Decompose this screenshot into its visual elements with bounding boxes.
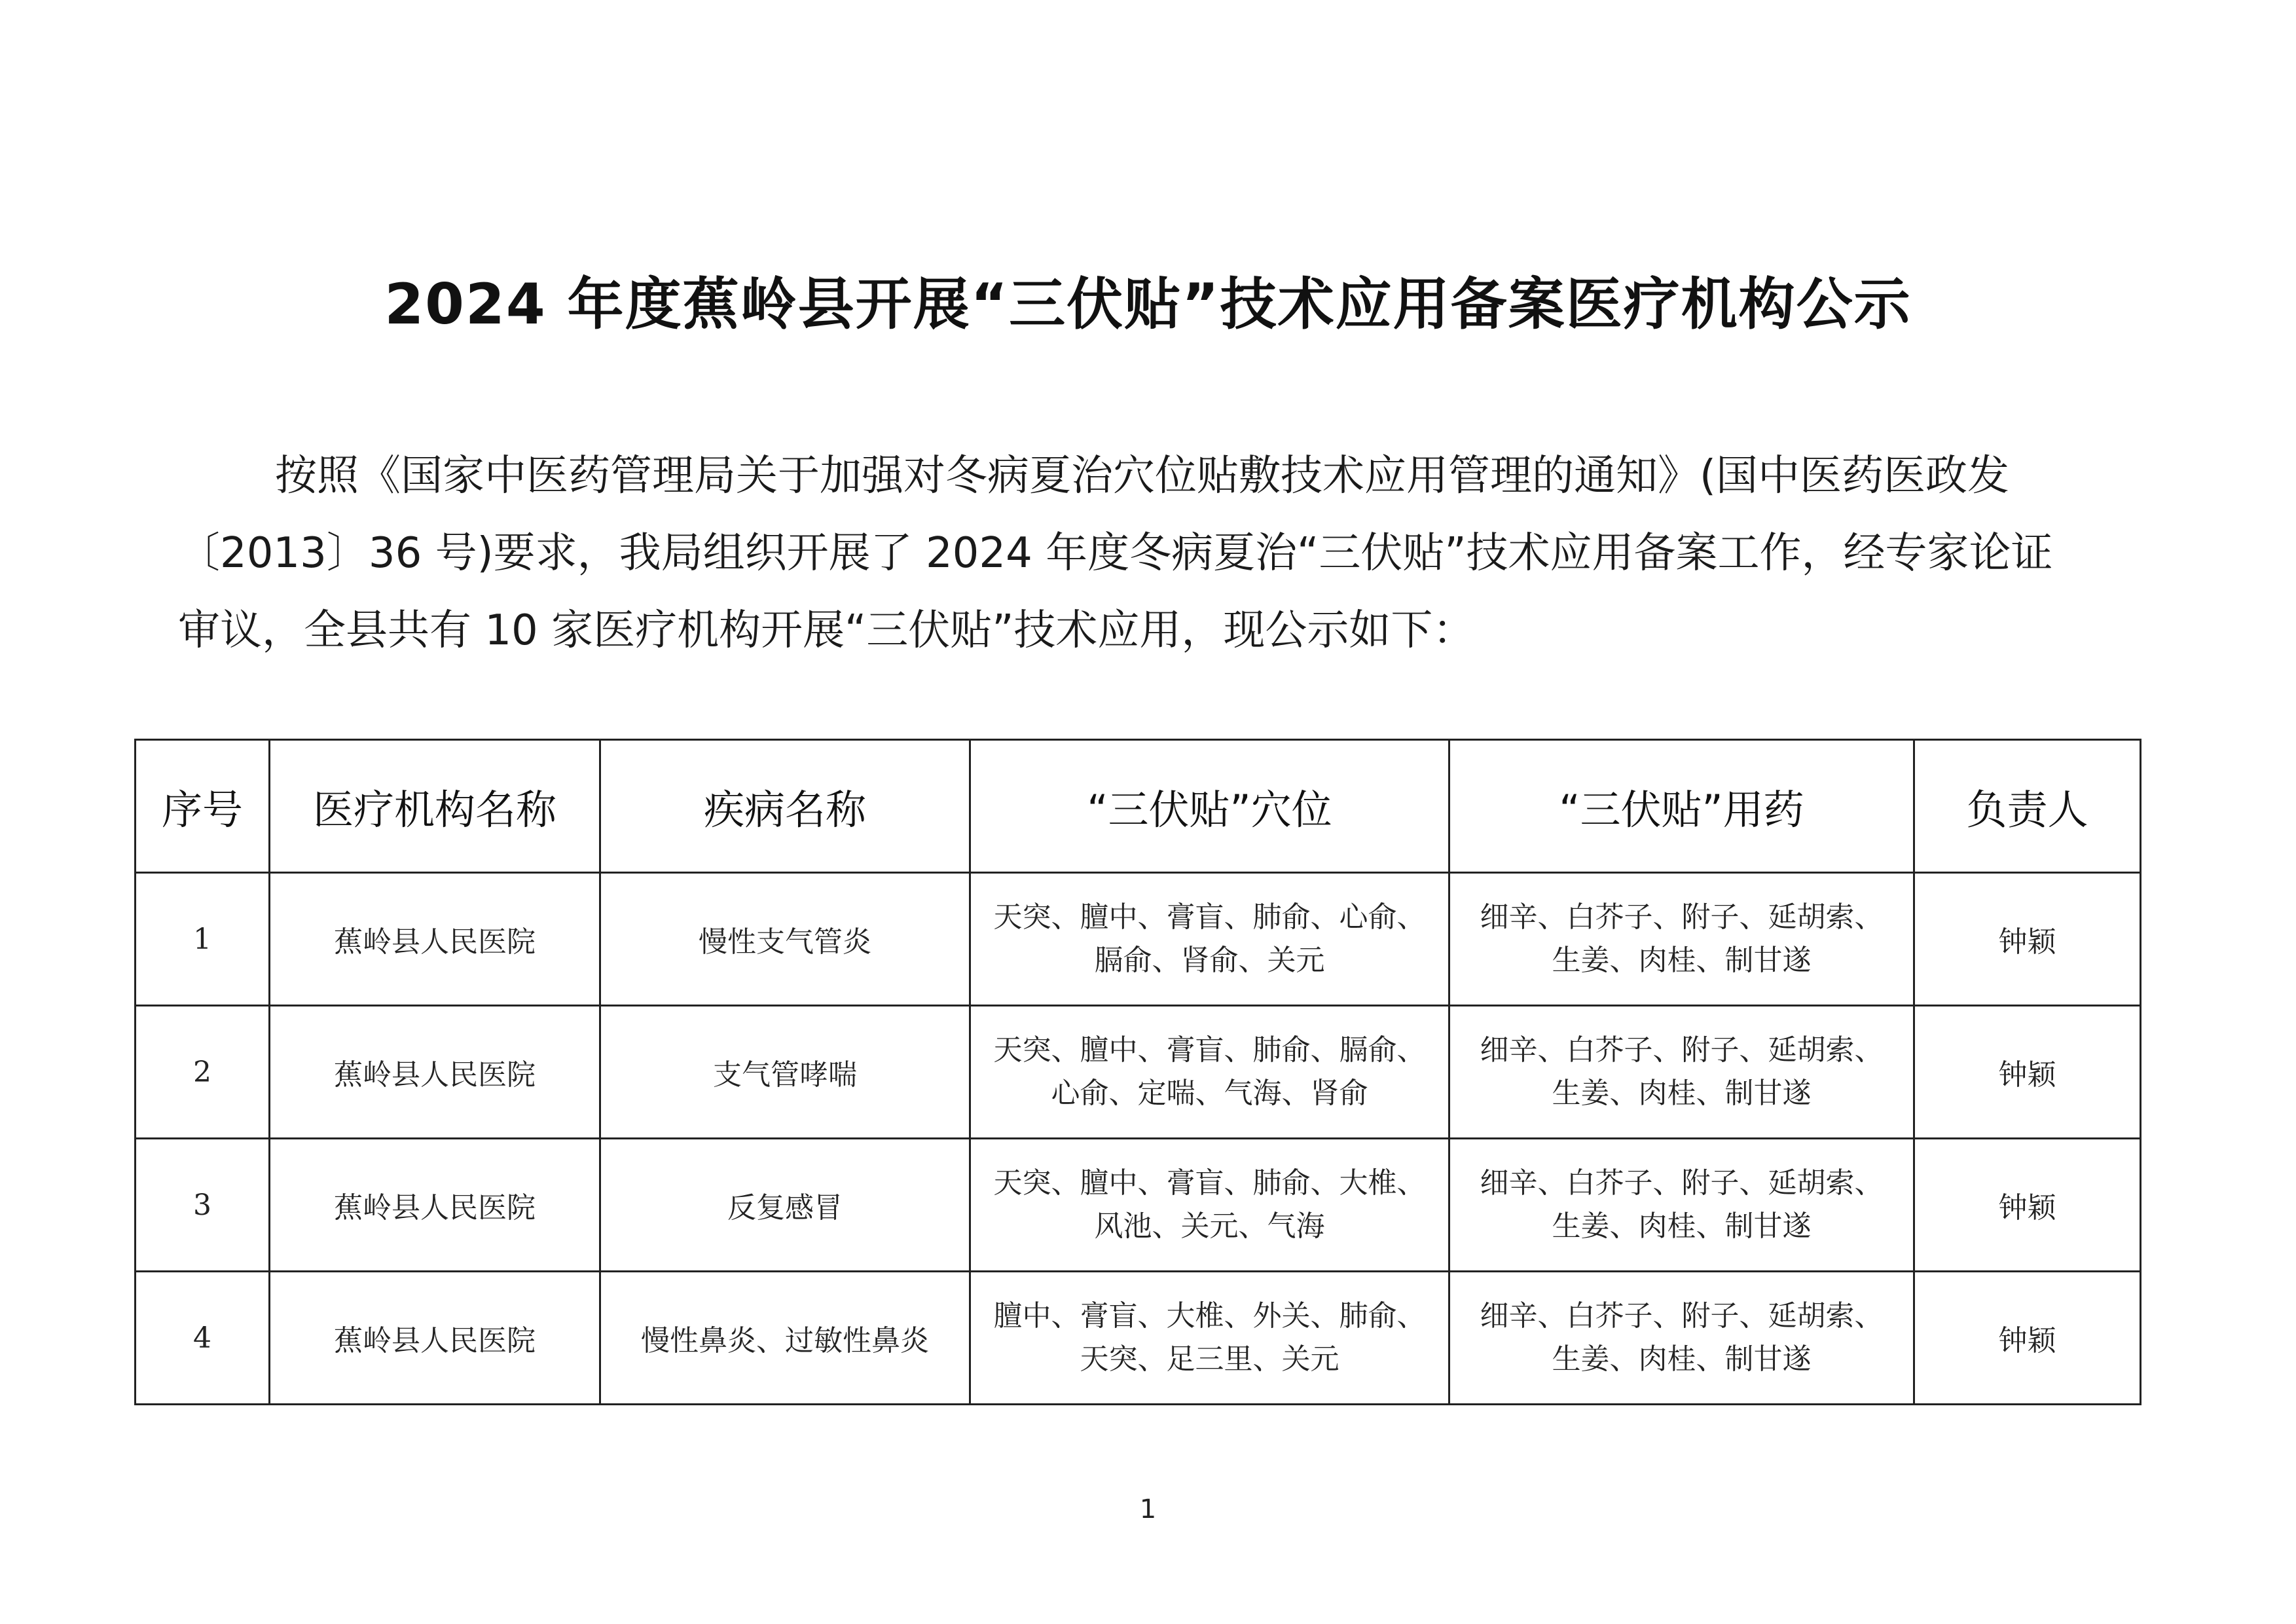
cell-person: 钟颖 <box>1914 1139 2141 1272</box>
medicine-line-2: 生姜、肉桂、制甘遂 <box>1552 1342 1812 1376</box>
cell-disease: 反复感冒 <box>600 1139 970 1272</box>
cell-medicine <box>1449 873 1914 1006</box>
acupoints-line-2: 膈俞、肾俞、关元 <box>1094 944 1325 977</box>
cell-no: 4 <box>136 1272 270 1405</box>
cell-acupoints <box>970 1006 1449 1139</box>
table-row <box>136 1006 2141 1139</box>
institution-table <box>134 739 2141 1405</box>
page-number: 1 <box>1139 1494 1157 1524</box>
acupoints-line-2: 天突、足三里、关元 <box>1080 1342 1339 1376</box>
cell-disease: 慢性支气管炎 <box>600 873 970 1006</box>
cell-institution: 蕉岭县人民医院 <box>270 1272 600 1405</box>
cell-institution: 蕉岭县人民医院 <box>270 1139 600 1272</box>
intro-line-2: 〔2013〕36 号)要求，我局组织开展了 2024 年度冬病夏治“三伏贴”技术应用备案工作，经专家论证 <box>178 529 2053 578</box>
cell-no: 3 <box>136 1139 270 1272</box>
cell-medicine <box>1449 1272 1914 1405</box>
intro-line-1: 按照《国家中医药管理局关于加强对冬病夏治穴位贴敷技术应用管理的通知》(国中医药医政发 <box>275 452 2009 500</box>
cell-institution: 蕉岭县人民医院 <box>270 873 600 1006</box>
cell-acupoints <box>970 1272 1449 1405</box>
cell-acupoints <box>970 873 1449 1006</box>
acupoints-line-1: 膻中、膏盲、大椎、外关、肺俞、 <box>993 1299 1426 1333</box>
acupoints-line-2: 心俞、定喘、气海、肾俞 <box>1051 1077 1368 1110</box>
cell-medicine <box>1449 1006 1914 1139</box>
cell-person: 钟颖 <box>1914 1006 2141 1139</box>
cell-medicine <box>1449 1139 1914 1272</box>
table-row <box>136 1272 2141 1405</box>
table-header-row <box>136 740 2141 873</box>
cell-disease: 支气管哮喘 <box>600 1006 970 1139</box>
header-person: 负责人 <box>1914 740 2141 873</box>
medicine-line-2: 生姜、肉桂、制甘遂 <box>1552 1077 1812 1110</box>
header-institution: 医疗机构名称 <box>270 740 600 873</box>
medicine-line-1: 细辛、白芥子、附子、延胡索、 <box>1480 1299 1884 1333</box>
cell-acupoints <box>970 1139 1449 1272</box>
cell-no: 1 <box>136 873 270 1006</box>
document-title: 2024 年度蕉岭县开展“三伏贴”技术应用备案医疗机构公示 <box>384 272 1912 337</box>
medicine-line-2: 生姜、肉桂、制甘遂 <box>1552 944 1812 977</box>
table-row <box>136 873 2141 1006</box>
table-row <box>136 1139 2141 1272</box>
header-no: 序号 <box>136 740 270 873</box>
medicine-line-1: 细辛、白芥子、附子、延胡索、 <box>1480 1033 1884 1067</box>
medicine-line-1: 细辛、白芥子、附子、延胡索、 <box>1480 1166 1884 1200</box>
header-medicine: “三伏贴”用药 <box>1449 740 1914 873</box>
medicine-line-2: 生姜、肉桂、制甘遂 <box>1552 1209 1812 1243</box>
acupoints-line-1: 天突、膻中、膏盲、肺俞、大椎、 <box>993 1166 1426 1200</box>
acupoints-line-1: 天突、膻中、膏盲、肺俞、膈俞、 <box>993 1033 1426 1067</box>
cell-person: 钟颖 <box>1914 1272 2141 1405</box>
medicine-line-1: 细辛、白芥子、附子、延胡索、 <box>1480 900 1884 934</box>
header-disease: 疾病名称 <box>600 740 970 873</box>
cell-disease: 慢性鼻炎、过敏性鼻炎 <box>600 1272 970 1405</box>
acupoints-line-1: 天突、膻中、膏盲、肺俞、心俞、 <box>993 900 1426 934</box>
header-acupoints: “三伏贴”穴位 <box>970 740 1449 873</box>
cell-institution: 蕉岭县人民医院 <box>270 1006 600 1139</box>
cell-person: 钟颖 <box>1914 873 2141 1006</box>
cell-no: 2 <box>136 1006 270 1139</box>
acupoints-line-2: 风池、关元、气海 <box>1094 1209 1325 1243</box>
intro-line-3: 审议，全县共有 10 家医疗机构开展“三伏贴”技术应用，现公示如下： <box>178 606 1475 655</box>
